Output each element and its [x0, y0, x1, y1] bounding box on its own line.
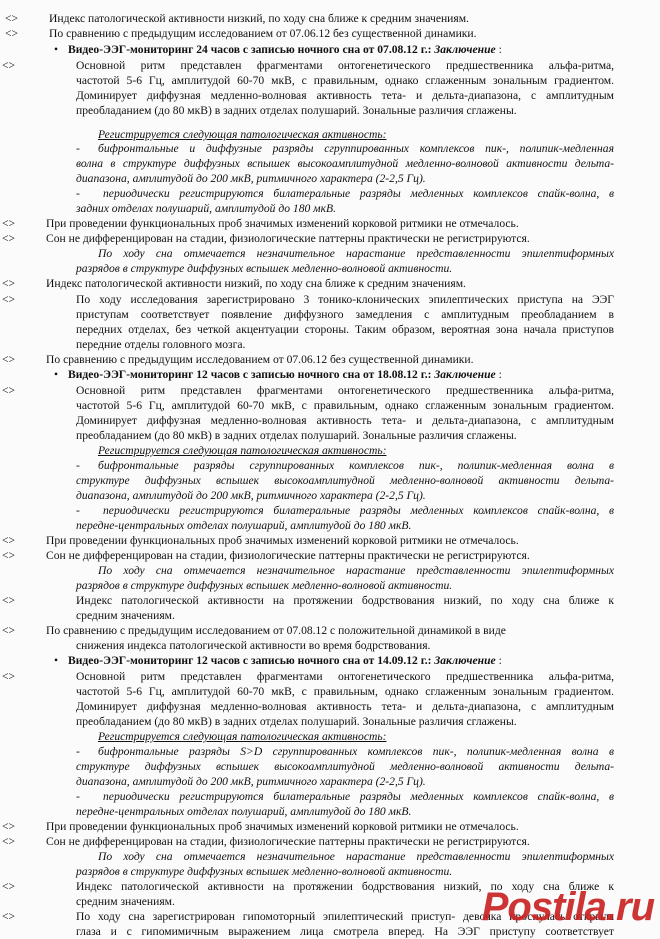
dash-marker: - [76, 459, 80, 472]
text-line: Сон не дифференцирован на стадии, физиологические паттерны практически не регистрируются. [46, 232, 530, 245]
section-heading [68, 368, 502, 382]
list-marker: <> [5, 12, 19, 25]
list-marker: <> [2, 880, 16, 893]
list-marker: <> [2, 670, 16, 683]
text-line: разрядов в структуре диффузных вспышек медленно-волновой активности. [76, 865, 453, 878]
text-line: передние отделы головного мозга. [76, 338, 246, 351]
heading-text: Видео-ЭЭГ-мониторинг 12 часов с записью ночного сна от 18.08.12 г.: [68, 368, 435, 381]
list-marker: <> [2, 217, 16, 230]
text-line: Индекс патологической активности низкий, по ходу сна ближе к средним значениям. [49, 12, 469, 25]
text-line: По ходу сна отмечается незначительное нарастание представленности эпилептиформных [98, 850, 614, 863]
text-line: По ходу сна отмечается незначительное нарастание представленности эпилептиформных [98, 247, 614, 260]
heading-conclusion-label: Заключение [434, 368, 496, 381]
text-line: Индекс патологической активности на протяжении бодрствования низкий, по ходу сна ближе к [76, 880, 614, 893]
list-marker: <> [2, 384, 16, 397]
text-line: Регистрируется следующая патологическая активность: [98, 128, 387, 141]
text-line: По ходу исследования зарегистрировано 3 тонико-клонических эпилептических приступа на ЭЭГ [76, 293, 614, 306]
heading-text: Видео-ЭЭГ-мониторинг 12 часов с записью ночного сна от 14.09.12 г.: [68, 654, 435, 667]
text-line: Индекс патологической активности на протяжении бодрствования низкий, по ходу сна ближе к [76, 594, 614, 607]
bullet-marker: • [54, 43, 59, 56]
text-line: преобладанием (до 80 мкВ) в задних отделах полушарий. Зональные различия сглажены. [76, 429, 517, 442]
text-line: По сравнению с предыдущим исследованием от 07.06.12 без существенной динамики. [49, 27, 477, 40]
text-line: Регистрируется следующая патологическая активность: [98, 730, 387, 743]
heading-colon: : [495, 368, 502, 381]
text-line: периодически регистрируются билатеральные разряды медленных комплексов спайк-волна, в [103, 790, 614, 803]
text-line: разрядов в структуре диффузных вспышек медленно-волновой активности. [76, 262, 453, 275]
text-line: приступам соответствует появление диффузного замедления с амплитудным преобладанием в [76, 308, 614, 321]
text-line: периодически регистрируются билатеральные разряды медленных комплексов спайк-волна, в [103, 504, 614, 517]
text-line: Основной ритм представлен фрагментами онтогенетического предшественника альфа-ритма, [76, 384, 614, 397]
bullet-marker: • [54, 368, 59, 381]
text-line: Доминирует диффузная медленно-волновая активность тета- и дельта-диапазона, с амплитудным [76, 89, 614, 102]
list-marker: <> [2, 353, 16, 366]
text-line: Основной ритм представлен фрагментами онтогенетического предшественника альфа-ритма, [76, 670, 614, 683]
section-heading [68, 43, 502, 57]
list-marker: <> [2, 232, 16, 245]
list-marker: <> [2, 59, 16, 72]
text-line: диапазона, амплитудой до 200 мкВ, ритмичного характера (2-2,5 Гц). [76, 172, 426, 185]
list-marker: <> [2, 820, 16, 833]
list-marker: <> [2, 594, 16, 607]
text-line: средним значениям. [76, 895, 175, 908]
text-line: При проведении функциональных проб значимых изменений корковой ритмики не отмечалось. [46, 217, 519, 230]
text-line: передне-центральных отделах полушарий, амплитудой до 180 мкВ. [76, 519, 412, 532]
text-line: По сравнению с предыдущим исследованием от 07.06.12 без существенной динамики. [46, 353, 474, 366]
text-line: Доминирует диффузная медленно-волновая активность тета- и дельта-диапазона, с амплитудным [76, 700, 614, 713]
list-marker: <> [5, 27, 19, 40]
text-line: частотой 5-6 Гц, амплитудой 60-70 мкВ, с правильным, однако сглаженным зональным градиентом. [76, 399, 614, 412]
text-line: Основной ритм представлен фрагментами онтогенетического предшественника альфа-ритма, [76, 59, 614, 72]
text-line: структуре диффузных вспышек высокоамплитудной медленно-волновой активности дельта- [76, 760, 614, 773]
list-marker: <> [2, 277, 16, 290]
list-marker: <> [2, 534, 16, 547]
dash-marker: - [76, 745, 80, 758]
text-line: При проведении функциональных проб значимых изменений корковой ритмики не отмечалось. [46, 820, 519, 833]
list-marker: <> [2, 293, 16, 306]
text-line: волна в структуре диффузных вспышек высокоамплитудной медленно-волновой активности дельта- [76, 157, 614, 170]
heading-conclusion-label: Заключение [434, 43, 496, 56]
text-line: По сравнению с предыдущим исследованием от 07.08.12 с положительной динамикой в виде [46, 624, 506, 637]
text-line: Индекс патологической активности низкий, по ходу сна ближе к средним значениям. [46, 277, 466, 290]
list-marker: <> [2, 549, 16, 562]
dash-marker: - [76, 790, 80, 803]
text-line: передних отделах, без четкой акцентуации стороны. Таким образом, вероятная зона начала приступов [76, 323, 614, 336]
text-line: диапазона, амплитудой до 200 мкВ, ритмичного характера (2-2,5 Гц). [76, 489, 426, 502]
text-line: Регистрируется следующая патологическая активность: [98, 444, 387, 457]
text-line: бифронтальные разряды S>D сгруппированных комплексов пик-, полипик-медленная волна в [98, 745, 614, 758]
text-line: периодически регистрируются билатеральные разряды медленных комплексов спайк-волна, в [103, 187, 614, 200]
watermark-logo: Postila.ru [481, 885, 654, 929]
dash-marker: - [76, 142, 80, 155]
text-line: глаза и с гипомимичным выражением лица смотрела вперед. На ЭЭГ приступу соответствует [76, 925, 614, 938]
heading-colon: : [495, 43, 502, 56]
text-line: частотой 5-6 Гц, амплитудой 60-70 мкВ, с правильным, однако сглаженным зональным градиентом. [76, 685, 614, 698]
section-heading [68, 654, 502, 668]
text-line: разрядов в структуре диффузных вспышек медленно-волновой активности. [76, 579, 453, 592]
text-line: По ходу сна отмечается незначительное нарастание представленности эпилептиформных [98, 564, 614, 577]
dash-marker: - [76, 504, 80, 517]
text-line: По ходу сна зарегистрирован гипомоторный эпилептический приступ- девочка проснулась открыла [76, 910, 614, 923]
heading-text: Видео-ЭЭГ-мониторинг 24 часов с записью ночного сна от 07.08.12 г.: [68, 43, 435, 56]
text-line: Сон не дифференцирован на стадии, физиологические паттерны практически не регистрируются. [46, 549, 530, 562]
text-line: задних отделах полушарий, амплитудой до 180 мкВ. [76, 202, 336, 215]
heading-colon: : [495, 654, 502, 667]
text-line: преобладанием (до 80 мкВ) в задних отделах полушарий. Зональные различия сглажены. [76, 715, 517, 728]
text-line: бифронтальные и диффузные разряды сгруппированных комплексов пик-, полипик-медленная [98, 142, 614, 155]
text-line: структуре диффузных вспышек высокоамплитудной медленно-волновой активности дельта- [76, 474, 614, 487]
list-marker: <> [2, 835, 16, 848]
text-line: снижения индекса патологической активности во время бодрствования. [76, 639, 431, 652]
bullet-marker: • [54, 654, 59, 667]
dash-marker: - [76, 187, 80, 200]
heading-conclusion-label: Заключение [434, 654, 496, 667]
text-line: Доминирует диффузная медленно-волновая активность тета- и дельта-диапазона, с амплитудным [76, 414, 614, 427]
list-marker: <> [2, 910, 16, 923]
text-line: передне-центральных отделах полушарий, амплитудой до 180 мкВ. [76, 805, 412, 818]
text-line: частотой 5-6 Гц, амплитудой 60-70 мкВ, с правильным, однако сглаженным зональным градиентом. [76, 74, 614, 87]
text-line: При проведении функциональных проб значимых изменений корковой ритмики не отмечалось. [46, 534, 519, 547]
list-marker: <> [2, 624, 16, 637]
text-line: бифронтальные разряды сгруппированных комплексов пик-, полипик-медленная волна в [98, 459, 614, 472]
text-line: Сон не дифференцирован на стадии, физиологические паттерны практически не регистрируются. [46, 835, 530, 848]
text-line: преобладанием (до 80 мкВ) в задних отделах полушарий. Зональные различия сглажены. [76, 104, 517, 117]
text-line: диапазона, амплитудой до 200 мкВ, ритмичного характера (2-2,5 Гц). [76, 775, 426, 788]
text-line: средним значениям. [76, 609, 175, 622]
